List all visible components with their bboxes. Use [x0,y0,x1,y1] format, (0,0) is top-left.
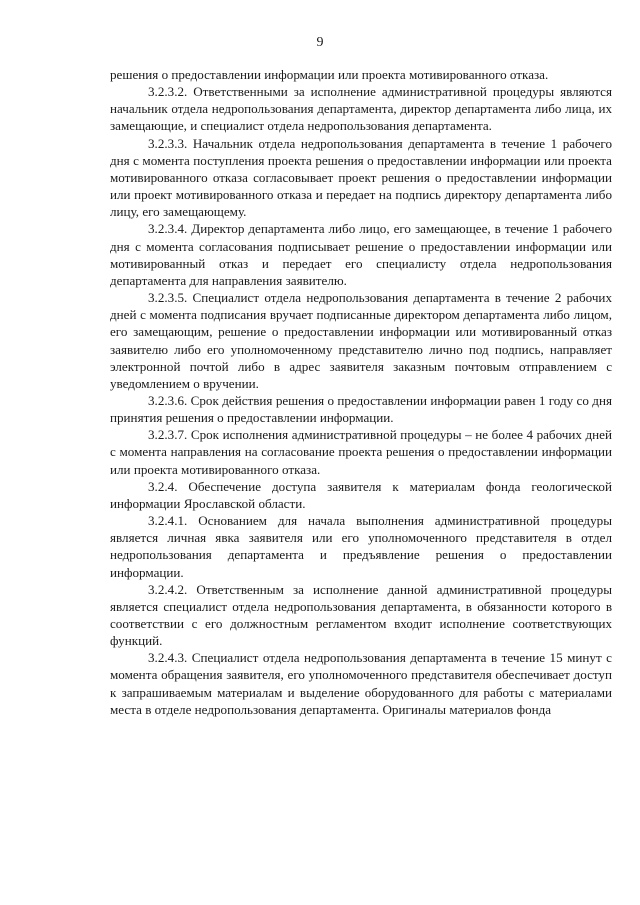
document-body [110,66,612,718]
page-number: 9 [316,35,324,50]
paragraph-3-2-3-2: 3.2.3.2. Ответственными за исполнение административной процедуры являются начальник отдела недропользования департамента, директор департамента либо лица, их замещающие, и специалист отдела недропользования департамента. [110,84,612,134]
paragraph-3-2-3-4: 3.2.3.4. Директор департамента либо лицо, его замещающее, в течение 1 рабочего дня с момента согласования подписывает решение о предоставлении информации или мотивированный отказ и передает его специалисту отдела недропользования департамента для направления заявителю. [110,221,612,288]
paragraph-3-2-3-6: 3.2.3.6. Срок действия решения о предоставлении информации равен 1 году со дня принятия решения о предоставлении информации. [110,392,612,426]
paragraph-3-2-3-7: 3.2.3.7. Срок исполнения административной процедуры – не более 4 рабочих дней с момента направления на согласование проекта решения о предоставлении информации или проекта мотивированного отказа. [110,427,612,477]
paragraph-3-2-4-2: 3.2.4.2. Ответственным за исполнение данной административной процедуры является специалист отдела недропользования департамента, в обязанности которого в соответствии с его должностным регламентом входит исполнение соответствующих функций. [110,581,612,649]
paragraph-3-2-4-1: 3.2.4.1. Основанием для начала выполнения административной процедуры является личная явка заявителя или его уполномоченного представителя в отдел недропользования департамента и предъявление решения о предоставлении информации. [110,513,612,580]
paragraph-continuation: решения о предоставлении информации или проекта мотивированного отказа. [110,67,549,82]
paragraph-3-2-3-5: 3.2.3.5. Специалист отдела недропользования департамента в течение 2 рабочих дней с момента подписания вручает подписанные директором департамента либо лицом, его замещающим, решение о предоставлении информации или мотивированный отказ заявителю либо его уполномоченному представителю лично под подпись, направляет электронной почтой либо в адрес заявителя заказным почтовым отправлением с уведомлением о вручении. [110,290,612,391]
paragraph-3-2-4-3: 3.2.4.3. Специалист отдела недропользования департамента в течение 15 минут с момента обращения заявителя, его уполномоченного представителя обеспечивает доступ к запрашиваемым материалам и выделение оборудованного для работы с материалами места в отделе недропользования департамента. Оригиналы материалов фонда [110,650,612,717]
paragraph-3-2-3-3: 3.2.3.3. Начальник отдела недропользования департамента в течение 1 рабочего дня с момента поступления проекта решения о предоставлении информации или проекта мотивированного отказа согласовывает проект решения о предоставлении информации или проект мотивированного отказа и передает на подпись директору департамента либо лицу, его замещающему. [110,135,612,220]
paragraph-3-2-4: 3.2.4. Обеспечение доступа заявителя к материалам фонда геологической информации Ярославской области. [110,478,612,511]
